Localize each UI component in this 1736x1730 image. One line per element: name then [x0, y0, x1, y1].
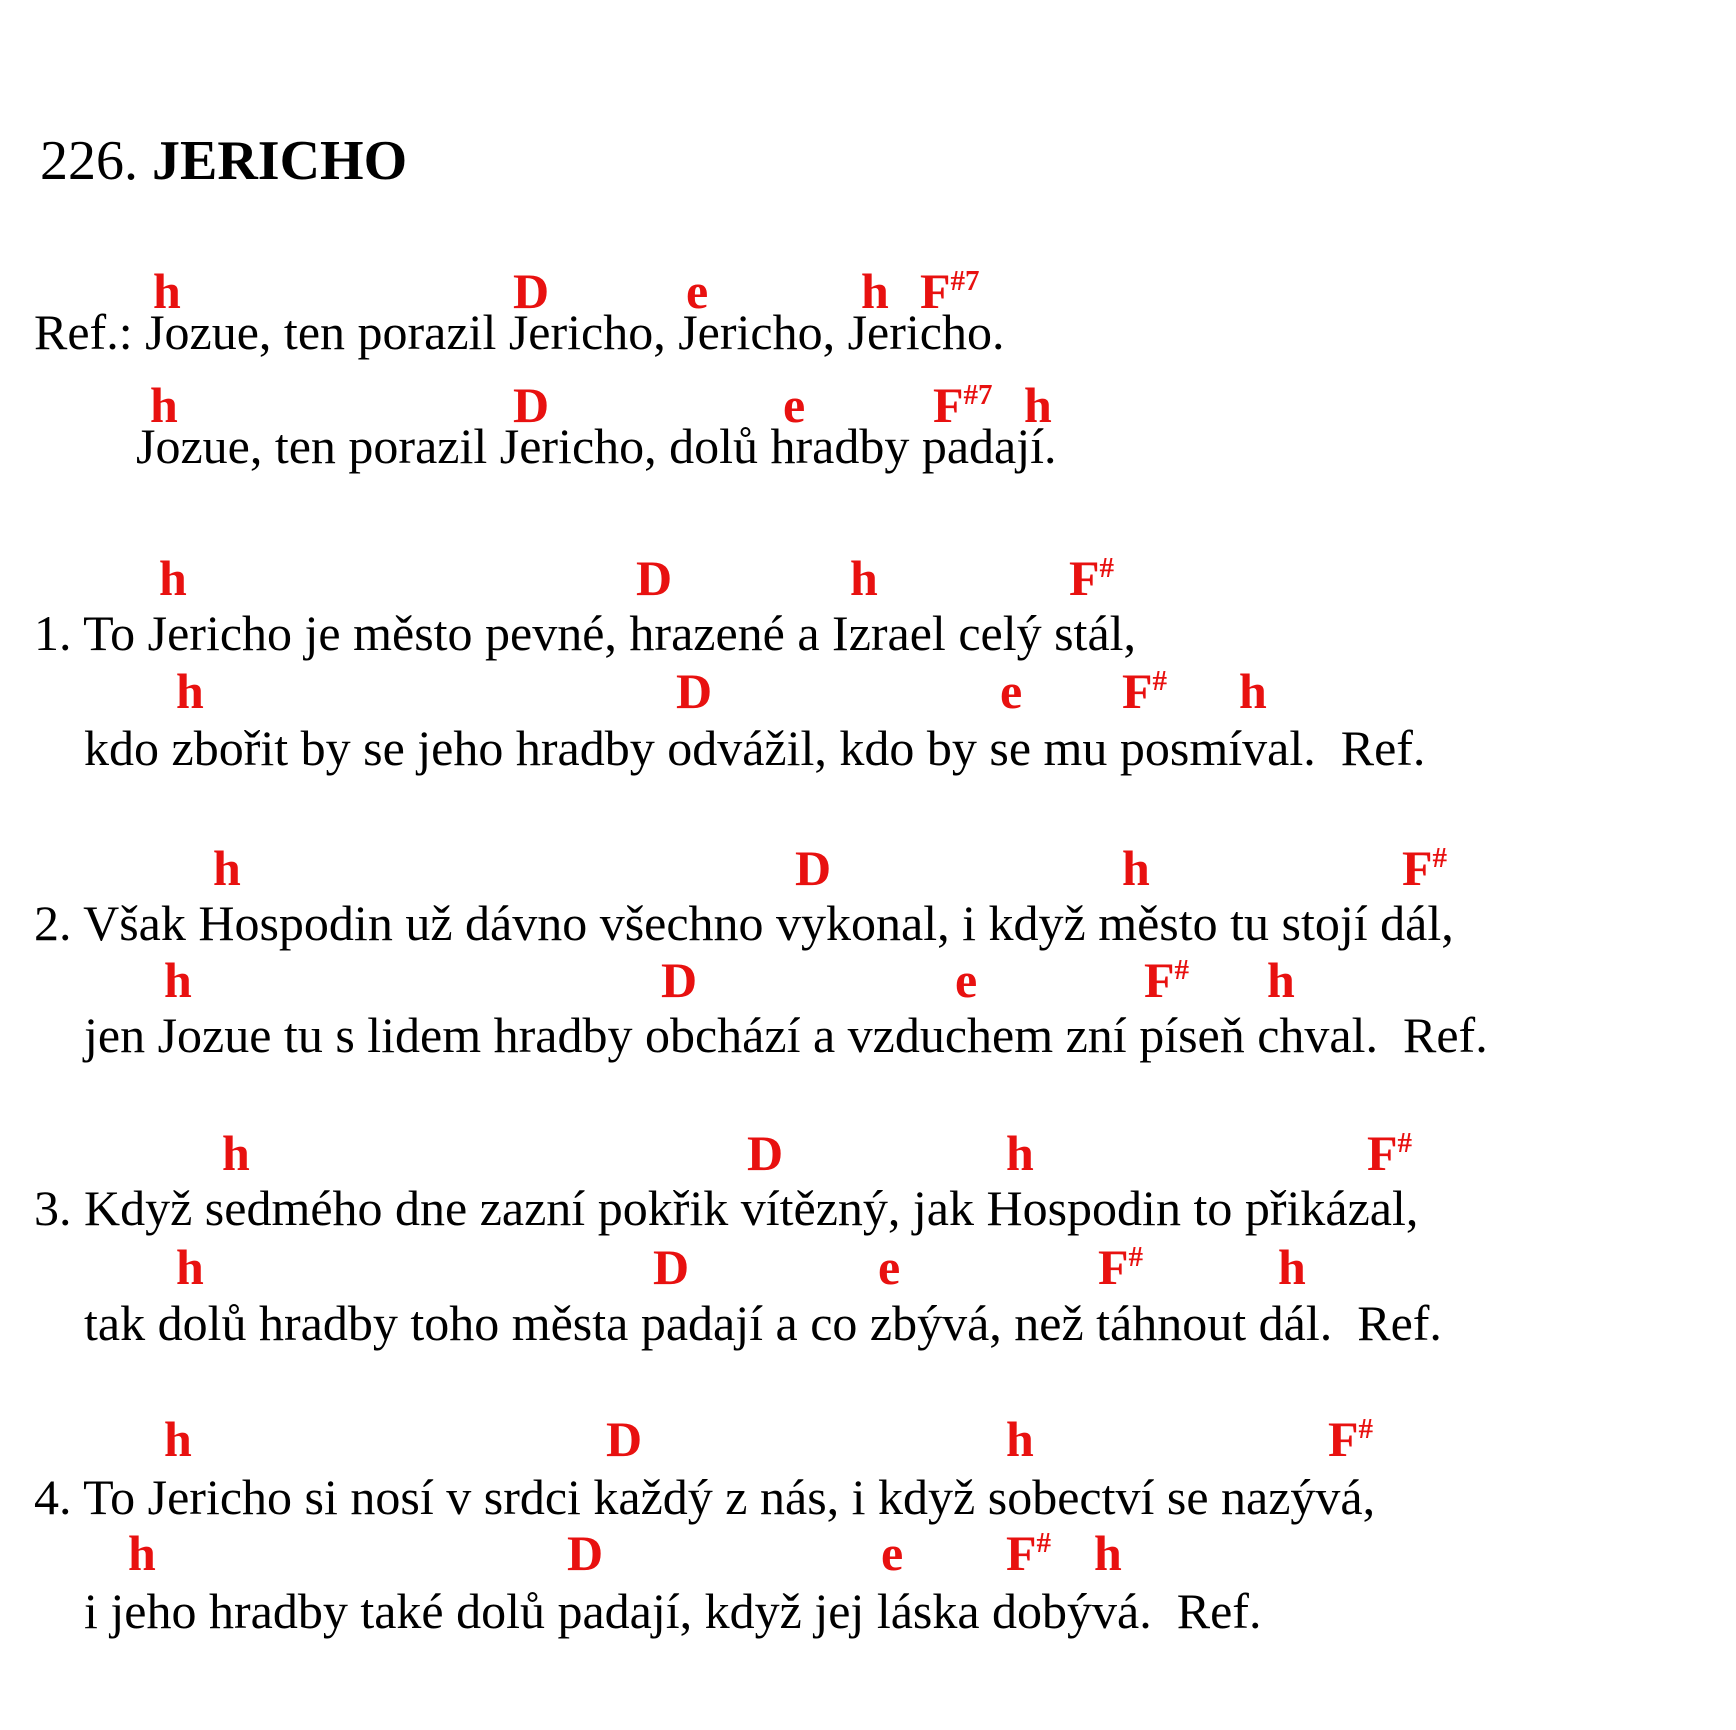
chord-line — [0, 952, 1736, 1009]
lyric-line: jen Jozue tu s lidem hradby obchází a vzduchem zní píseň chval. Ref. — [84, 1007, 1488, 1063]
chord-root: D — [513, 377, 550, 433]
chord-root: e — [783, 377, 806, 433]
chord — [795, 840, 832, 896]
chord-root: e — [686, 263, 709, 319]
chord-root: F — [1367, 1125, 1398, 1181]
chord-root: h — [164, 952, 192, 1008]
chord — [1278, 1239, 1306, 1295]
chord-root: h — [1267, 952, 1295, 1008]
chord-root: F — [1006, 1525, 1037, 1581]
chord-root: h — [861, 263, 889, 319]
lyric-line: Ref.: Jozue, ten porazil Jericho, Jericho, Jericho. — [34, 304, 1005, 360]
chord-superscript: #7 — [963, 379, 993, 412]
chord-root: h — [1239, 663, 1267, 719]
lyric-line: 3. Když sedmého dne zazní pokřik vítězný, jak Hospodin to přikázal, — [34, 1180, 1419, 1236]
chord-root: F — [1402, 840, 1433, 896]
chord-line — [0, 840, 1736, 897]
chord — [1267, 952, 1295, 1008]
chord-superscript: # — [1152, 665, 1168, 698]
chord-root: D — [567, 1525, 604, 1581]
chord-root: h — [1024, 377, 1052, 433]
song-title: JERICHO — [152, 130, 408, 192]
chord-root: e — [881, 1525, 904, 1581]
lyric-line: 2. Však Hospodin už dávno všechno vykonal, i když město tu stojí dál, — [34, 895, 1454, 951]
chord — [955, 952, 978, 1008]
chord-superscript: # — [1397, 1127, 1413, 1160]
chord-root: D — [747, 1125, 784, 1181]
chord-root: h — [153, 263, 181, 319]
chord — [213, 840, 241, 896]
chord-root: D — [676, 663, 713, 719]
chord-root: F — [1328, 1411, 1359, 1467]
chord-line — [0, 663, 1736, 720]
chord-line — [0, 1411, 1736, 1468]
chord-root: h — [213, 840, 241, 896]
chord — [661, 952, 698, 1008]
chord-root: D — [795, 840, 832, 896]
chord — [1122, 840, 1150, 896]
chord-root: h — [176, 663, 204, 719]
chord-line — [0, 1125, 1736, 1182]
chord-root: D — [513, 263, 550, 319]
chord — [128, 1525, 156, 1581]
lyric-line: 1. To Jericho je město pevné, hrazené a Izrael celý stál, — [34, 605, 1137, 661]
chord-superscript: # — [1432, 842, 1448, 875]
chord — [1006, 1525, 1052, 1581]
chord — [159, 550, 187, 606]
chord — [1094, 1525, 1122, 1581]
chord — [1069, 550, 1115, 606]
chord-root: h — [159, 550, 187, 606]
chord — [606, 1411, 643, 1467]
chord — [881, 1525, 904, 1581]
chord-root: F — [1144, 952, 1175, 1008]
lyric-line: Jozue, ten porazil Jericho, dolů hradby padají. — [136, 418, 1057, 474]
chord — [878, 1239, 901, 1295]
chord-root: F — [920, 263, 951, 319]
chord-root: e — [1000, 663, 1023, 719]
chord-root: h — [1006, 1411, 1034, 1467]
chord-root: h — [1278, 1239, 1306, 1295]
chord-superscript: # — [1174, 954, 1190, 987]
lyric-line: tak dolů hradby toho města padají a co zbývá, než táhnout dál. Ref. — [84, 1295, 1442, 1351]
chord — [850, 550, 878, 606]
chord-root: D — [636, 550, 673, 606]
lyric-line: 4. To Jericho si nosí v srdci každý z nás, i když sobectví se nazývá, — [34, 1469, 1376, 1525]
lyric-line: i jeho hradby také dolů padají, když jej láska dobývá. Ref. — [84, 1583, 1262, 1639]
chord — [222, 1125, 250, 1181]
chord-root: h — [164, 1411, 192, 1467]
chord — [1000, 663, 1023, 719]
chord-root: e — [955, 952, 978, 1008]
chord-line — [0, 1239, 1736, 1296]
chord — [164, 1411, 192, 1467]
chord-superscript: #7 — [950, 265, 980, 298]
chord — [1098, 1239, 1144, 1295]
chord-root: e — [878, 1239, 901, 1295]
chord-root: D — [653, 1239, 690, 1295]
chord — [1144, 952, 1190, 1008]
chord-root: h — [1122, 840, 1150, 896]
chord — [1402, 840, 1448, 896]
chord-superscript: # — [1358, 1413, 1374, 1446]
chord-line — [0, 1525, 1736, 1582]
chord-root: h — [1094, 1525, 1122, 1581]
chord — [1239, 663, 1267, 719]
chord-root: F — [1069, 550, 1100, 606]
chord — [1367, 1125, 1413, 1181]
chord-root: D — [661, 952, 698, 1008]
lyric-line: kdo zbořit by se jeho hradby odvážil, kdo by se mu posmíval. Ref. — [84, 720, 1426, 776]
chord — [1122, 663, 1168, 719]
chord-superscript: # — [1128, 1241, 1144, 1274]
chord — [176, 663, 204, 719]
chord-superscript: # — [1036, 1527, 1052, 1560]
chord — [676, 663, 713, 719]
song-number: 226. — [40, 130, 152, 192]
chord-root: F — [1122, 663, 1153, 719]
chord — [636, 550, 673, 606]
chord-line — [0, 550, 1736, 607]
chord-superscript: # — [1099, 552, 1115, 585]
chord-root: h — [850, 550, 878, 606]
chord — [747, 1125, 784, 1181]
chord — [1006, 1411, 1034, 1467]
chord — [567, 1525, 604, 1581]
chord-root: F — [933, 377, 964, 433]
chord — [1328, 1411, 1374, 1467]
chord-root: F — [1098, 1239, 1129, 1295]
chord-root: h — [176, 1239, 204, 1295]
chord-root: h — [150, 377, 178, 433]
chord — [1006, 1125, 1034, 1181]
chord — [176, 1239, 204, 1295]
chord-root: D — [606, 1411, 643, 1467]
song-title-line — [40, 130, 408, 192]
chord-root: h — [1006, 1125, 1034, 1181]
chord-root: h — [128, 1525, 156, 1581]
chord-root: h — [222, 1125, 250, 1181]
chord — [164, 952, 192, 1008]
chord — [653, 1239, 690, 1295]
